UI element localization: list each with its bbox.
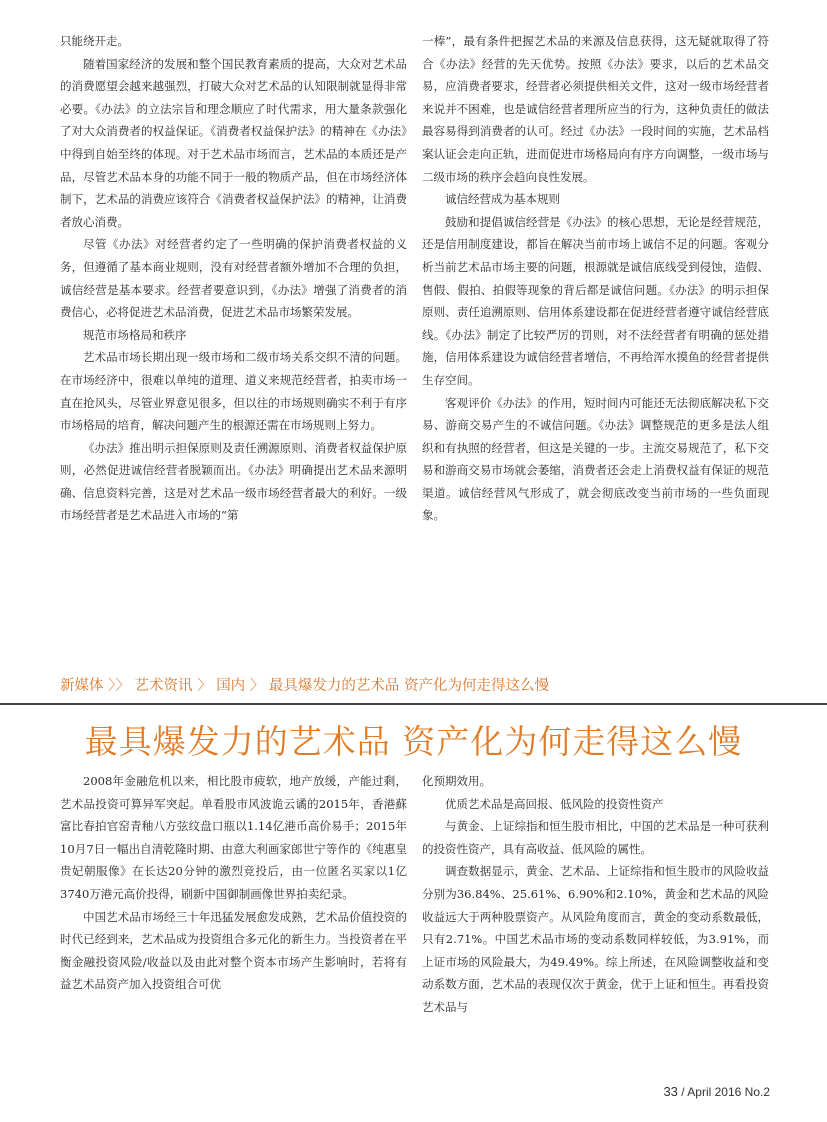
- page-footer: [663, 1084, 770, 1099]
- page-number: 33: [663, 1084, 678, 1099]
- paragraph: 随着国家经济的发展和整个国民教育素质的提高，大众对艺术品的消费愿望会越来越强烈，打破大众对艺术品的认知限制就显得非常必要。《办法》的立法宗旨和理念顺应了时代需求，用大量条款强化了对大众消费者的权益保证。《消费者权益保护法》的精神在《办法》中得到自始至终的体现。对于艺术品市场而言，艺术品的本质还是产品，尽管艺术品本身的功能不同于一般的物质产品，但在市场经济体制下，艺术品的消费应该符合《消费者权益保护法》的精神，让消费者放心消费。: [60, 56, 407, 229]
- breadcrumb-separator: 〉: [197, 678, 212, 694]
- section-subheading: 规范市场格局和秩序: [83, 327, 187, 342]
- footer-separator: /: [681, 1085, 685, 1099]
- paragraph: 客观评价《办法》的作用，短时间内可能还无法彻底解决私下交易、游商交易产生的不诚信问题。《办法》调整规范的更多是法人组织和有执照的经营者，但这是关键的一步。主流交易规范了，私下交易和游商交易市场就会萎缩，消费者还会走上消费权益有保证的规范渠道。诚信经营风气形成了，就会彻底改变当前市场的一些负面现象。: [422, 395, 769, 523]
- issue-label: April 2016 No.2: [687, 1085, 770, 1099]
- breadcrumb-separator: 〉: [249, 678, 265, 694]
- paragraph: 尽管《办法》对经营者约定了一些明确的保护消费者权益的义务，但遵循了基本商业规则，没有对经营者额外增加不合理的负担，诚信经营是基本要求。经营者要意识到，《办法》增强了消费者的消费信心，必将促进艺术品消费，促进艺术品市场繁荣发展。: [60, 237, 407, 320]
- column-bottom-left: [60, 770, 407, 996]
- breadcrumb-item-new-media[interactable]: 新媒体: [60, 678, 104, 694]
- breadcrumb-item-domestic[interactable]: 国内: [216, 678, 246, 694]
- column-top-right: [422, 30, 769, 527]
- paragraph: 中国艺术品市场经三十年迅猛发展愈发成熟，艺术品价值投资的时代已经到来，艺术品成为投资组合多元化的新生力。当投资者在平衡金融投资风险/收益以及由此对整个资本市场产生影响时，若将有益艺术品资产加入投资组合可优: [60, 909, 407, 992]
- paragraph: 与黄金、上证综指和恒生股市相比，中国的艺术品是一种可获利的投资性资产，具有高收益、低风险的属性。: [422, 819, 769, 856]
- column-top-left: [60, 30, 407, 527]
- article-title: 最具爆发力的艺术品 资产化为何走得这么慢: [84, 722, 743, 761]
- breadcrumb-item-art-news[interactable]: 艺术资讯: [134, 678, 193, 694]
- paragraph: 鼓励和提倡诚信经营是《办法》的核心思想，无论是经营规范，还是信用制度建设，都旨在解决当前市场上诚信不足的问题。客观分析当前艺术品市场主要的问题，根源就是诚信底线受到侵蚀，造假、售假、假拍、拍假等现象的背后都是诚信问题。《办法》的明示担保原则、责任追溯原则、信用体系建设都在促进经营者遵守诚信经营底线。《办法》制定了比较严厉的罚则，对不法经营者有明确的惩处措施，信用体系建设为诚信经营者增信，不再给浑水摸鱼的经营者提供生存空间。: [422, 214, 769, 387]
- section-subheading: 优质艺术品是高回报、低风险的投资性资产: [445, 796, 664, 811]
- paragraph: 调查数据显示，黄金、艺术品、上证综指和恒生股市的风险收益分别为36.84%、25.61%、6.90%和2.10%，黄金和艺术品的风险收益远大于两种股票资产。从风险角度而言，黄金的变动系数最低，只有2.71%。中国艺术品市场的变动系数同样较低，为3.91%，而上证市场的风险最大，为49.49%。综上所述，在风险调整收益和变动系数方面，艺术品的表现仅次于黄金，优于上证和恒生。再看投资艺术品与: [422, 864, 769, 1014]
- breadcrumb: [60, 674, 770, 695]
- breadcrumb-separator: 〉〉: [108, 678, 130, 694]
- paragraph: 艺术品市场长期出现一级市场和二级市场关系交织不清的问题。在市场经济中，很难以单纯的道理、道义来规范经营者，拍卖市场一直在抢风头，尽管业界意见很多，但以往的市场规则确实不利于有序市场格局的培育，解决问题产生的根源还需在市场规则上努力。: [60, 350, 407, 433]
- paragraph: 一棒”，最有条件把握艺术品的来源及信息获得，这无疑就取得了符合《办法》经营的先天优势。按照《办法》要求，以后的艺术品交易，应消费者要求，经营者必须提供相关文件，这对一级市场经营者来说并不困难，也是诚信经营者理所应当的行为，这种负责任的做法最容易得到消费者的认可。经过《办法》一段时间的实施，艺术品档案认证会走向正轨，进而促进市场格局向有序方向调整，一级市场与二级市场的秩序会趋向良性发展。: [422, 34, 769, 184]
- section-subheading: 诚信经营成为基本规则: [445, 192, 560, 207]
- paragraph: 化预期效用。: [422, 774, 491, 788]
- paragraph: 只能绕开走。: [60, 34, 129, 48]
- paragraph: 2008年金融危机以来，相比股市疲软，地产放缓，产能过剩，艺术品投资可算异军突起。单看股市风波诡云谲的2015年，香港蘇富比春拍官窑青釉八方弦纹盘口瓶以1.14亿港币高价易手；2015年10月7日一幅出自清乾隆时期、由意大利画家郎世宁等作的《纯惠皇贵妃朝服像》在长达20分钟的激烈竞投后，由一位匿名买家以1亿3740万港元高价投得，刷新中国御制画像世界拍卖纪录。: [60, 774, 407, 901]
- section-divider: [0, 703, 827, 705]
- column-bottom-right: [422, 770, 769, 1019]
- paragraph: 《办法》推出明示担保原则及责任溯源原则、消费者权益保护原则，必然促进诚信经营者脱颖而出。《办法》明确提出艺术品来源明确、信息资料完善，这是对艺术品一级市场经营者最大的利好。一级市场经营者是艺术品进入市场的“第: [60, 440, 407, 523]
- breadcrumb-item-current-article: 最具爆发力的艺术品 资产化为何走得这么慢: [268, 678, 550, 694]
